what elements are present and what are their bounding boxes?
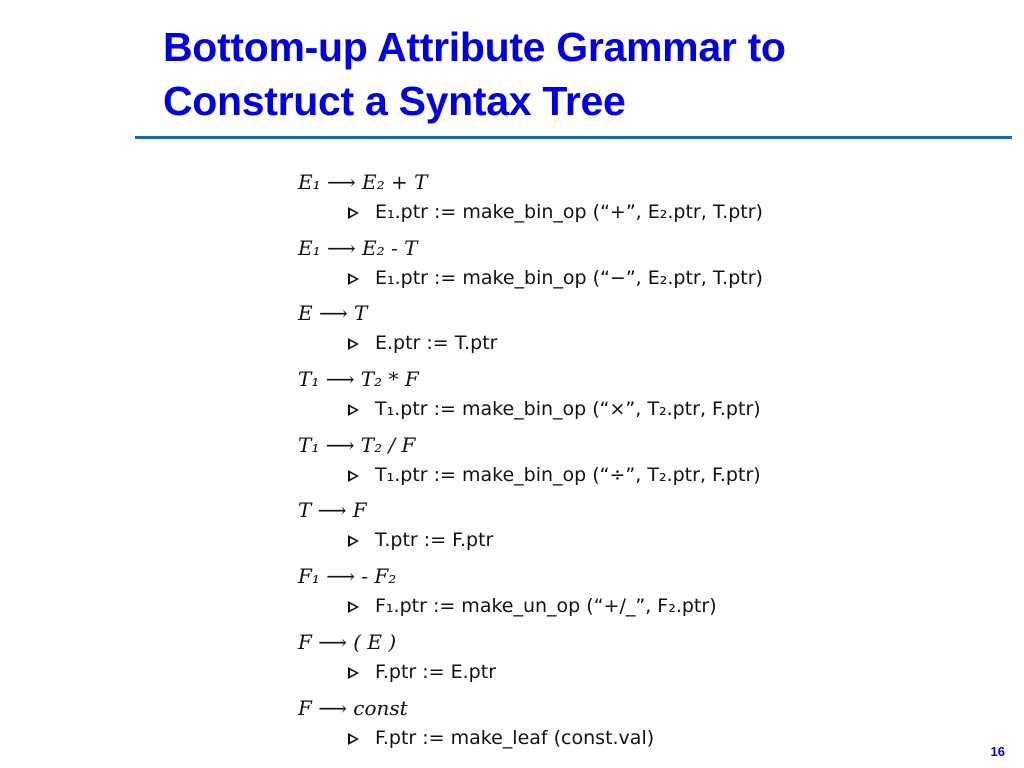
triangle-bullet-icon (348, 733, 359, 745)
semantic-action-text: T.ptr := F.ptr (375, 529, 494, 552)
semantic-action-text: F.ptr := E.ptr (375, 660, 497, 683)
triangle-bullet-icon (348, 338, 359, 350)
grammar-rule (298, 692, 818, 758)
semantic-action (348, 196, 763, 228)
triangle-bullet-icon (348, 404, 359, 416)
triangle-bullet-icon (348, 273, 359, 285)
semantic-action-text: T₁.ptr := make_bin_op (“÷”, T₂.ptr, F.ptr) (375, 463, 761, 486)
grammar-rule (298, 429, 818, 495)
slide-title (163, 20, 1003, 128)
triangle-bullet-icon (348, 207, 359, 219)
production: T ⟶ F (298, 498, 367, 523)
production: E₁ ⟶ E₂ + T (298, 170, 428, 194)
semantic-action (348, 327, 497, 359)
grammar-rule (298, 232, 818, 298)
grammar-rule (298, 363, 818, 429)
triangle-bullet-icon (348, 667, 359, 679)
grammar-rule (298, 166, 818, 232)
semantic-action-text: T₁.ptr := make_bin_op (“×”, T₂.ptr, F.ptr) (375, 398, 761, 421)
semantic-action (348, 524, 493, 556)
grammar-rule (298, 626, 818, 692)
production: F₁ ⟶ - F₂ (298, 564, 397, 589)
semantic-action-text: E₁.ptr := make_bin_op (“+”, E₂.ptr, T.ptr) (375, 201, 763, 223)
page-number: 16 (990, 744, 1005, 759)
production: T₁ ⟶ T₂ * F (298, 367, 419, 392)
triangle-bullet-icon (348, 601, 359, 613)
production: T₁ ⟶ T₂ / F (298, 432, 416, 457)
production: E ⟶ T (298, 301, 368, 326)
semantic-action (348, 393, 761, 425)
semantic-action-text: E₁.ptr := make_bin_op (“−”, E₂.ptr, T.ptr) (375, 266, 763, 289)
grammar-rule (298, 494, 818, 560)
slide-title-line-1: Bottom-up Attribute Grammar to (163, 24, 786, 70)
semantic-action (348, 722, 654, 754)
semantic-action (348, 262, 763, 294)
production: F ⟶ const (298, 695, 408, 720)
grammar-rule (298, 297, 818, 363)
triangle-bullet-icon (348, 535, 359, 547)
production: E₁ ⟶ E₂ - T (298, 235, 418, 260)
triangle-bullet-icon (348, 470, 359, 482)
grammar-rules-list (298, 166, 818, 757)
semantic-action (348, 459, 761, 491)
title-divider (135, 136, 1012, 139)
semantic-action-text: F.ptr := make_leaf (const.val) (375, 726, 655, 749)
production: F ⟶ ( E ) (298, 629, 397, 654)
semantic-action (348, 656, 496, 688)
semantic-action-text: E.ptr := T.ptr (375, 332, 498, 355)
semantic-action-text: F₁.ptr := make_un_op (“+/_”, F₂.ptr) (375, 595, 717, 618)
grammar-rule (298, 560, 818, 626)
semantic-action (348, 590, 717, 622)
slide-title-line-2: Construct a Syntax Tree (163, 78, 626, 124)
